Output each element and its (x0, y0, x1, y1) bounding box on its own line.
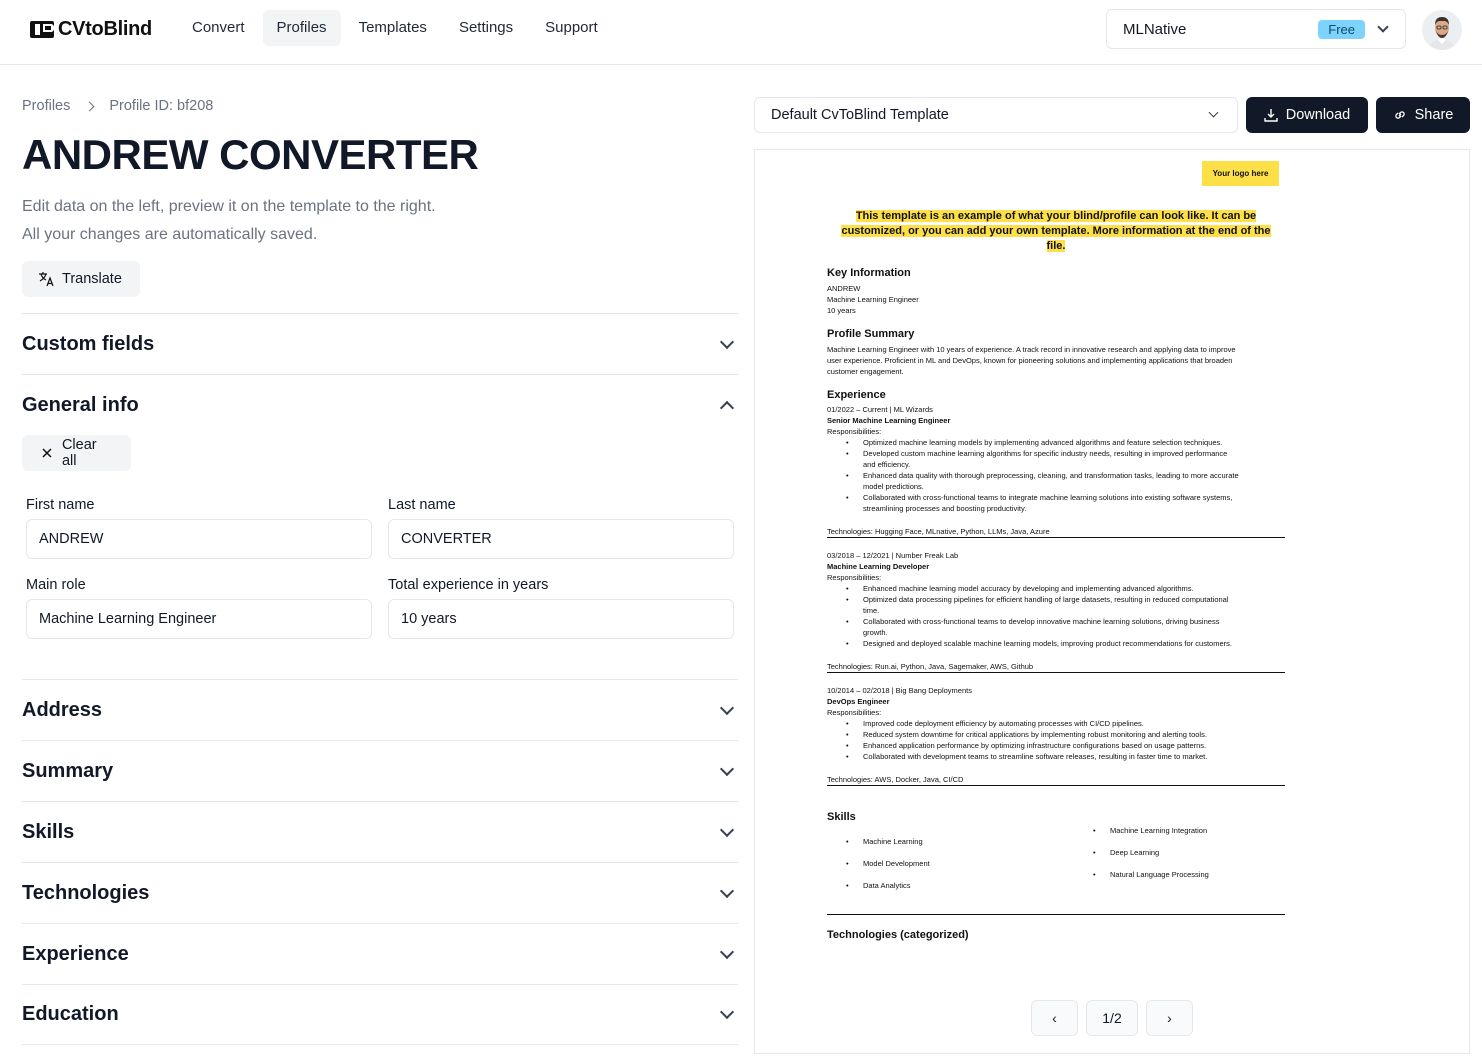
skills-list-right (1074, 825, 1294, 891)
breadcrumb-profiles-link[interactable]: Profiles (22, 98, 71, 114)
section-title: Technologies (22, 881, 150, 904)
chevron-down-icon (720, 822, 734, 836)
template-preview (754, 149, 1470, 1054)
section-summary[interactable] (22, 740, 738, 801)
section-title: Skills (22, 820, 75, 843)
bullet: • Improved code deployment efficiency by automating processes with CI/CD pipelines. (827, 718, 1285, 729)
main-nav (178, 10, 612, 46)
bullet: • Enhanced machine learning model accuracy by developing and implementing advanced algorithms. (827, 583, 1285, 594)
section-skills[interactable] (22, 801, 738, 862)
first-name-input[interactable] (26, 519, 372, 559)
divider (827, 914, 1285, 915)
nav-item-support[interactable]: Support (545, 19, 598, 36)
skill-item: • Data Analytics (827, 880, 1047, 891)
section-technologies[interactable] (22, 862, 738, 923)
chevron-down-icon (720, 1005, 734, 1019)
organization-name: MLNative (1123, 20, 1187, 38)
chevron-down-icon (720, 700, 734, 714)
organization-select[interactable] (1106, 9, 1406, 49)
first-name-label: First name (26, 497, 95, 513)
section-title: Custom fields (22, 332, 155, 355)
technologies-categorized-heading: Technologies (categorized) (827, 929, 969, 941)
main-role-label: Main role (26, 577, 86, 593)
divider (827, 785, 1285, 786)
chevron-down-icon (720, 334, 734, 348)
next-page-button[interactable] (1146, 1000, 1193, 1036)
job-period: 03/2018 – 12/2021 | Number Freak Lab (827, 551, 959, 560)
skill-item: • Machine Learning (827, 836, 1047, 847)
translate-icon (38, 271, 54, 287)
template-select[interactable] (754, 97, 1238, 133)
last-name-input[interactable] (388, 519, 734, 559)
bullet: • Collaborated with cross-functional teams to develop innovative machine learning solutions, driving business growth. (827, 616, 1285, 638)
nav-item-convert[interactable]: Convert (192, 19, 245, 36)
summary-line: Machine Learning Engineer with 10 years of experience. A track record in innovative research and applying data to improve (827, 345, 1236, 354)
chevron-down-icon (720, 761, 734, 775)
logo-placeholder: Your logo here (1202, 161, 1279, 186)
section-education[interactable] (22, 984, 738, 1045)
template-select-value: Default CvToBlind Template (771, 107, 949, 123)
section-custom-fields[interactable] (22, 313, 738, 374)
key-info-heading: Key Information (827, 267, 911, 279)
nav-item-settings[interactable]: Settings (458, 19, 514, 36)
job-responsibilities-label: Responsibilities: (827, 427, 882, 436)
skill-item: • Deep Learning (1074, 847, 1294, 858)
download-button[interactable] (1246, 97, 1368, 133)
job-technologies: Technologies: Hugging Face, MLnative, Python, LLMs, Java, Azure (827, 527, 1050, 536)
job-responsibilities-label: Responsibilities: (827, 573, 882, 582)
nav-item-templates[interactable]: Templates (358, 19, 427, 36)
skill-item: • Natural Language Processing (1074, 869, 1294, 880)
key-info-experience: 10 years (827, 306, 856, 315)
job-bullets (827, 437, 1285, 514)
section-address[interactable] (22, 679, 738, 740)
template-note (835, 209, 1277, 254)
page-indicator (1086, 1000, 1138, 1036)
close-icon (40, 446, 54, 460)
job-bullets (827, 583, 1285, 649)
bullet: • Designed and deployed scalable machine learning models, improving product recommendations for customers. (827, 638, 1285, 649)
skills-heading: Skills (827, 811, 856, 823)
breadcrumb-current: Profile ID: bf208 (109, 98, 214, 114)
clear-all-button[interactable] (22, 435, 131, 471)
job-technologies: Technologies: Run.ai, Python, Java, Sagemaker, AWS, Github (827, 662, 1034, 671)
skill-item: • Model Development (827, 858, 1047, 869)
bullet: • Collaborated with cross-functional teams to integrate machine learning solutions into existing software systems, streamlining processes and boosting productivity. (827, 492, 1285, 514)
job-role: Senior Machine Learning Engineer (827, 416, 951, 425)
divider (827, 672, 1285, 673)
bullet: • Reduced system downtime for critical applications by implementing robust monitoring and alerting tools. (827, 729, 1285, 740)
section-general-info[interactable] (22, 374, 738, 435)
job-bullets (827, 718, 1285, 762)
bullet: • Optimized machine learning models by implementing advanced algorithms and feature selection techniques. (827, 437, 1285, 448)
breadcrumb (22, 98, 213, 114)
download-icon (1264, 108, 1278, 122)
skills-list-left (827, 836, 1047, 902)
experience-years-label: Total experience in years (388, 577, 549, 593)
summary-line: customer engagement. (827, 367, 904, 376)
translate-button[interactable] (22, 261, 140, 297)
subtitle-line-1: Edit data on the left, preview it on the template to the right. (22, 198, 436, 215)
bullet: • Enhanced data quality with thorough preprocessing, cleaning, and transformation tasks, leading to more accurate model predictions. (827, 470, 1285, 492)
nav-item-profiles[interactable]: Profiles (263, 10, 341, 46)
chevron-right-icon: › (1167, 1010, 1172, 1026)
skill-item: • Machine Learning Integration (1074, 825, 1294, 836)
chevron-down-icon (1209, 108, 1219, 118)
clear-all-label: Clear all (61, 437, 97, 469)
key-info-role: Machine Learning Engineer (827, 295, 919, 304)
experience-years-input[interactable] (388, 599, 734, 639)
logo-icon (30, 21, 54, 38)
bullet: • Enhanced application performance by optimizing infrastructure configurations based on usage patterns. (827, 740, 1285, 751)
bullet: • Collaborated with development teams to streamline software releases, resulting in faster time to market. (827, 751, 1285, 762)
job-responsibilities-label: Responsibilities: (827, 708, 882, 717)
avatar-icon (1422, 10, 1462, 50)
section-title: Education (22, 1003, 119, 1025)
job-role: DevOps Engineer (827, 697, 890, 706)
job-role: Machine Learning Developer (827, 562, 930, 571)
share-label: Share (1414, 107, 1454, 123)
chevron-right-icon (85, 101, 95, 111)
share-button[interactable] (1376, 97, 1470, 133)
main-role-input[interactable] (26, 599, 372, 639)
plan-badge: Free (1318, 20, 1365, 39)
download-label: Download (1285, 107, 1351, 123)
experience-heading: Experience (827, 389, 886, 401)
section-title: Address (22, 698, 103, 721)
chevron-up-icon (720, 400, 734, 414)
job-period: 01/2022 – Current | ML Wizards (827, 405, 933, 414)
chevron-left-icon: ‹ (1052, 1010, 1057, 1026)
page-number: 1/2 (1102, 1010, 1122, 1026)
template-note-text: This template is an example of what your blind/profile can look like. It can be customized, or you can add your own template. More information at the end of the file. (841, 210, 1271, 252)
key-info-name: ANDREW (827, 284, 861, 293)
top-navigation-bar (0, 0, 1482, 65)
logo-text: CVtoBlind (58, 17, 152, 40)
job-technologies: Technologies: AWS, Docker, Java, CI/CD (827, 775, 964, 784)
app-logo[interactable] (30, 16, 152, 42)
chevron-down-icon (720, 944, 734, 958)
section-title: Summary (22, 759, 114, 782)
previous-page-button[interactable] (1031, 1000, 1078, 1036)
job-period: 10/2014 – 02/2018 | Big Bang Deployments (827, 686, 972, 695)
section-title: General info (22, 393, 139, 416)
translate-label: Translate (62, 271, 122, 287)
section-experience[interactable] (22, 923, 738, 984)
subtitle-line-2: All your changes are automatically saved. (22, 226, 318, 243)
page-title: ANDREW CONVERTER (22, 131, 479, 178)
profile-summary-heading: Profile Summary (827, 328, 915, 340)
bullet: • Optimized data processing pipelines for efficient handling of large datasets, resulting in reduced computational time. (827, 594, 1285, 616)
link-icon (1393, 108, 1407, 122)
bullet: • Developed custom machine learning algorithms for specific industry needs, resulting in improved performance and efficiency. (827, 448, 1285, 470)
divider (827, 537, 1285, 538)
page-subtitle (22, 193, 436, 249)
summary-line: user experience. Proficient in ML and DevOps, known for pioneering solutions and implementing applications that broaden (827, 356, 1233, 365)
user-avatar[interactable] (1422, 10, 1462, 50)
last-name-label: Last name (388, 497, 456, 513)
chevron-down-icon (1377, 21, 1388, 32)
section-title: Experience (22, 942, 129, 965)
chevron-down-icon (720, 883, 734, 897)
